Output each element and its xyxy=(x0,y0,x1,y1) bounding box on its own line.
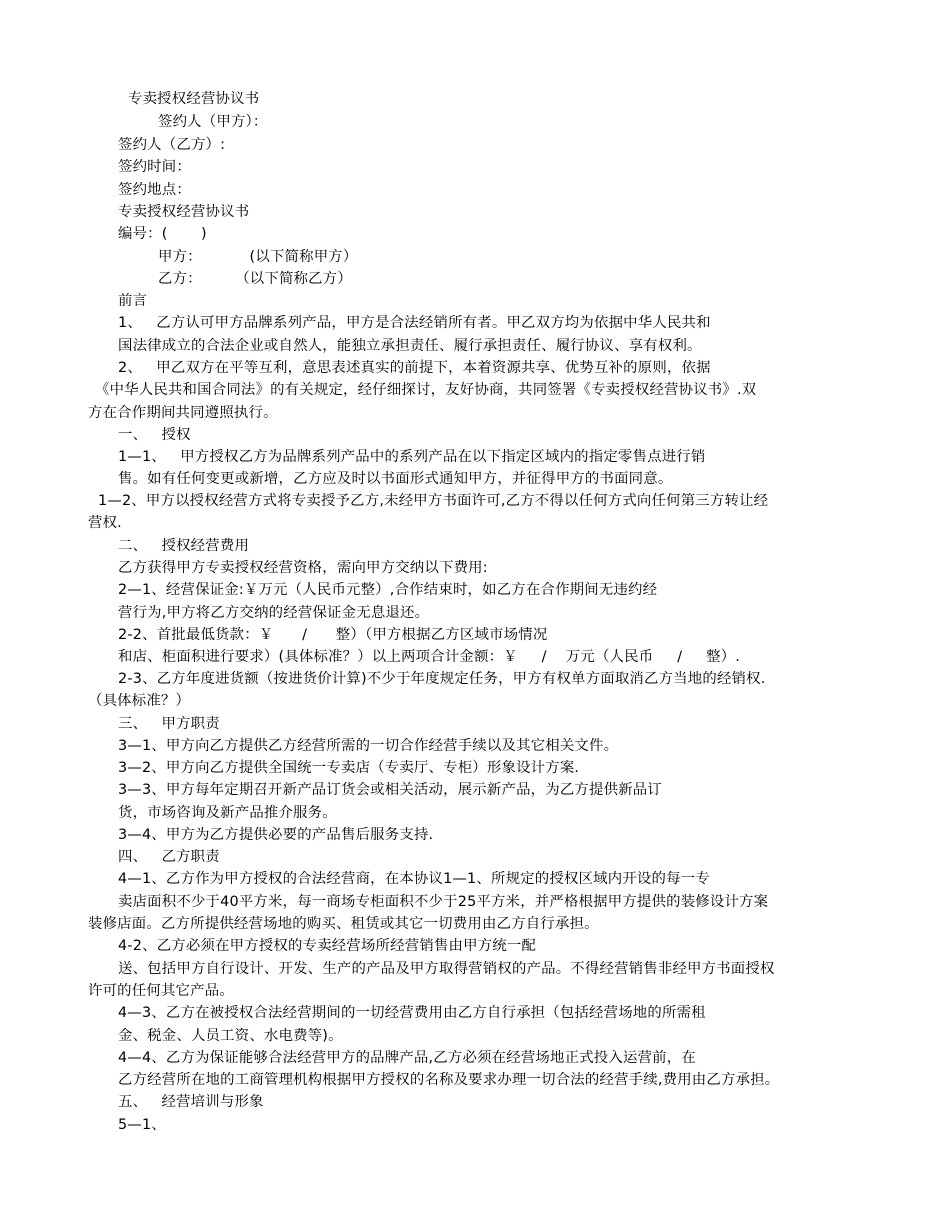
document-line: 国法律成立的合法企业或自然人，能独立承担责任、履行承担责任、履行协议、享有权利。 xyxy=(118,338,702,354)
document-line: 营行为,甲方将乙方交纳的经营保证金无息退还。 xyxy=(118,605,430,621)
document-line: 金、税金、人员工资、水电费等)。 xyxy=(118,1028,343,1044)
document-line: 签约地点： xyxy=(118,182,191,198)
document-line: 专卖授权经营协议书 xyxy=(118,204,250,220)
document-line: 1、 乙方认可甲方品牌系列产品，甲方是合法经销所有者。甲乙双方均为依据中华人民共和 xyxy=(118,315,711,331)
document-line: 2、 甲乙双方在平等互利，意思表述真实的前提下，本着资源共享、优势互补的原则，依据 xyxy=(118,360,711,376)
document-line: 货，市场咨询及新产品推介服务。 xyxy=(118,805,337,821)
document-line: 乙方经营所在地的工商管理机构根据甲方授权的名称及要求办理一切合法的经营手续,费用由乙方承担。 xyxy=(118,1072,780,1088)
document-line: 五、 经营培训与形象 xyxy=(118,1094,264,1110)
document-line: 装修店面。乙方所提供经营场地的购买、租赁或其它一切费用由乙方自行承担。 xyxy=(88,916,599,932)
document-line: 卖店面积不少于40平方米，每一商场专柜面积不少于25平方米，并严格根据甲方提供的装修设计方案 xyxy=(118,894,769,910)
document-line: 许可的任何其它产品。 xyxy=(88,983,234,999)
document-line: 甲方： (以下简称甲方） xyxy=(158,249,358,265)
document-line: 前言 xyxy=(118,293,148,309)
document-line: 和店、柜面积进行要求）(具体标准？）以上两项合计金额：￥ / 万元（人民币 / 整）. xyxy=(118,649,741,665)
document-line: 3—4、甲方为乙方提供必要的产品售后服务支持. xyxy=(118,827,434,843)
document-line: 二、 授权经营费用 xyxy=(118,538,250,554)
document-line: 《中华人民共和国合同法》的有关规定，经仔细探讨，友好协商，共同签署《专卖授权经营协议书》.双 xyxy=(95,382,757,398)
document-line: （具体标准？） xyxy=(88,693,191,709)
document-line: 签约时间： xyxy=(118,159,191,175)
document-line: 5—1、 xyxy=(118,1117,166,1133)
document-line: 一、 授权 xyxy=(118,427,191,443)
document-line: 4—3、乙方在被授权合法经营期间的一切经营费用由乙方自行承担（包括经营场地的所需租 xyxy=(118,1005,706,1021)
document-line: 4—4、乙方为保证能够合法经营甲方的品牌产品,乙方必须在经营场地正式投入运营前，在 xyxy=(118,1050,696,1066)
document-line: 2-3、乙方年度进货额（按进货价计算)不少于年度规定任务，甲方有权单方面取消乙方当地的经销权. xyxy=(118,671,766,687)
document-line: 4-2、乙方必须在甲方授权的专卖经营场所经营销售由甲方统一配 xyxy=(118,938,537,954)
document-line: 2—1、经营保证金:￥万元（人民币元整）,合作结束时，如乙方在合作期间无违约经 xyxy=(118,582,658,598)
document-line: 乙方： （以下简称乙方） xyxy=(158,271,352,287)
document-line: 乙方获得甲方专卖授权经营资格，需向甲方交纳以下费用: xyxy=(118,560,488,576)
document-line: 四、 乙方职责 xyxy=(118,849,220,865)
document-line: 签约人（甲方）： xyxy=(158,114,268,130)
document-line: 编号：( ) xyxy=(118,226,207,242)
document-line: 专卖授权经营协议书 xyxy=(128,91,260,107)
document-line: 方在合作期间共同遵照执行。 xyxy=(88,405,278,421)
document-line: 3—1、甲方向乙方提供乙方经营所需的一切合作经营手续以及其它相关文件。 xyxy=(118,738,619,754)
document-line: 3—2、甲方向乙方提供全国统一专卖店（专卖厅、专柜）形象设计方案. xyxy=(118,760,580,776)
document-line: 1—1、 甲方授权乙方为品牌系列产品中的系列产品在以下指定区域内的指定零售点进行销 xyxy=(118,449,706,465)
document-line: 三、 甲方职责 xyxy=(118,716,220,732)
document-line: 售。如有任何变更或新增，乙方应及时以书面形式通知甲方，并征得甲方的书面同意。 xyxy=(118,471,673,487)
document-line: 1—2、甲方以授权经营方式将专卖授予乙方,未经甲方书面许可,乙方不得以任何方式向任何第三方转让经 xyxy=(98,493,769,509)
document-line: 3—3、甲方每年定期召开新产品订货会或相关活动，展示新产品，为乙方提供新品订 xyxy=(118,782,662,798)
document-line: 送、包括甲方自行设计、开发、生产的产品及甲方取得营销权的产品。不得经营销售非经甲方书面授权 xyxy=(118,961,775,977)
document-line: 2-2、首批最低货款：￥ / 整）（甲方根据乙方区域市场情况 xyxy=(118,627,548,643)
document-line: 营权. xyxy=(88,515,122,531)
document-line: 签约人（乙方）: xyxy=(118,137,226,153)
document-line: 4—1、乙方作为甲方授权的合法经营商，在本协议1—1、所规定的授权区域内开设的每一专 xyxy=(118,871,710,887)
